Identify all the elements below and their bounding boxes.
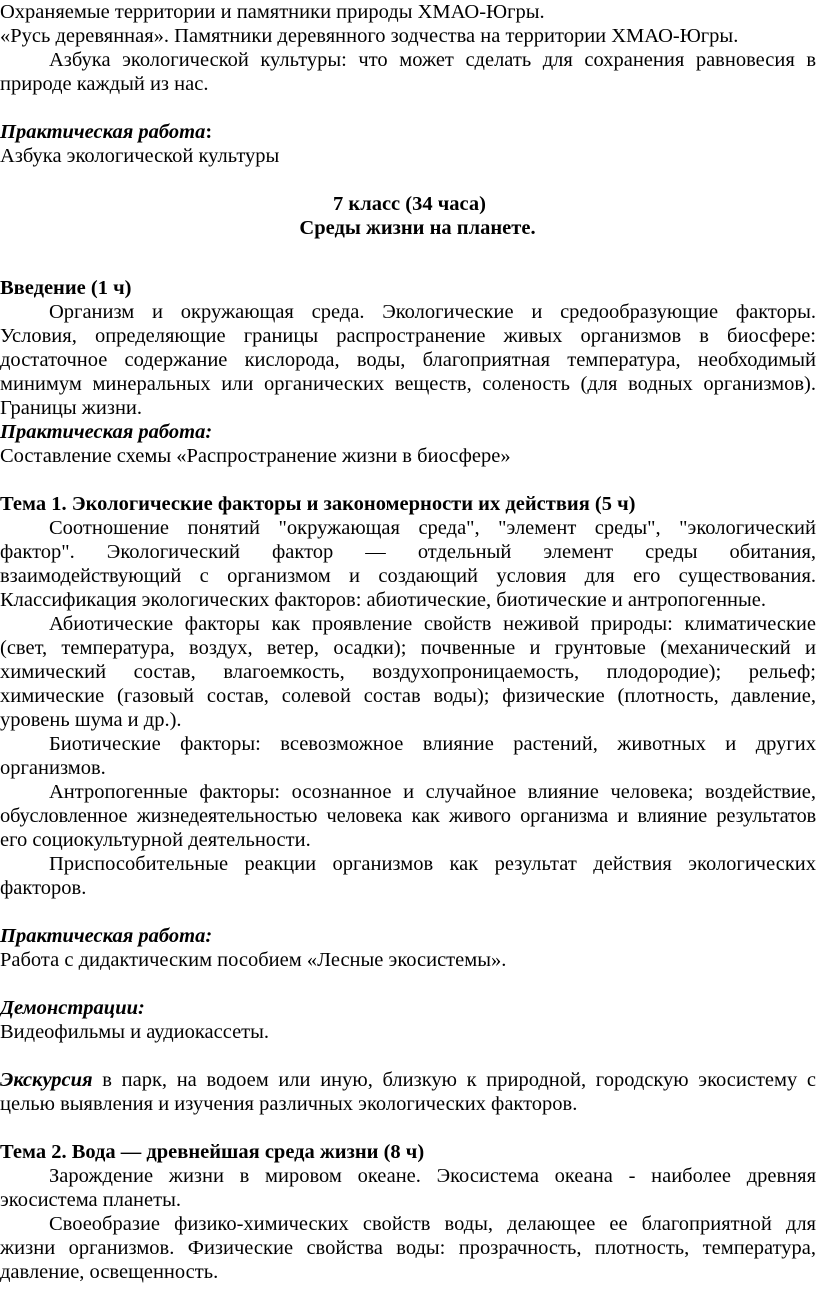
section-heading: Тема 2. Вода — древнейшая среда жизни (8 ч): [0, 1141, 425, 1163]
grade-title: 7 класс (34 часа): [333, 193, 486, 215]
paragraph-line: Абиотические факторы как проявление свойств неживой природы: климатические: [49, 613, 816, 635]
practical-work-label: Практическая работа:: [0, 925, 213, 947]
paragraph-line: минимум минеральных или органических веществ, соленость (для водных организмов).: [0, 373, 816, 395]
demonstrations-label: Демонстрации:: [0, 997, 145, 1019]
paragraph-line: Биотические факторы: всевозможное влияние растений, животных и других: [49, 733, 816, 755]
practical-work-text: Составление схемы «Распространение жизни в биосфере»: [0, 445, 511, 467]
paragraph-line: экосистема планеты.: [0, 1189, 181, 1211]
practical-work-label: Практическая работа: [0, 121, 206, 143]
paragraph-line: Организм и окружающая среда. Экологические и средообразующие факторы.: [49, 301, 816, 323]
paragraph-line: природе каждый из нас.: [0, 73, 209, 95]
paragraph-line: Соотношение понятий "окружающая среда", "элемент среды", "экологический: [49, 517, 816, 539]
practical-work-heading: [0, 121, 816, 145]
practical-work-label: Практическая работа:: [0, 421, 213, 443]
paragraph-line: Приспособительные реакции организмов как результат действия экологических: [49, 853, 816, 875]
practical-work-text: Азбука экологической культуры: [0, 145, 280, 167]
excursion-label: Экскурсия: [0, 1069, 93, 1091]
practical-work-colon: :: [205, 121, 213, 143]
paragraph-line: достаточное содержание кислорода, воды, благоприятная температура, необходимый: [0, 349, 816, 371]
paragraph-line: Условия, определяющие границы распространение живых организмов в биосфере:: [0, 325, 816, 347]
paragraph-line: Антропогенные факторы: осознанное и случайное влияние человека; воздействие,: [49, 781, 816, 803]
section-heading: Тема 1. Экологические факторы и закономерности их действия (5 ч): [0, 493, 636, 515]
paragraph-line: давление, освещенность.: [0, 1261, 219, 1283]
paragraph-line: жизни организмов. Физические свойства воды: прозрачность, плотность, температура,: [0, 1237, 816, 1259]
practical-work-text: Работа с дидактическим пособием «Лесные экосистемы».: [0, 949, 507, 971]
paragraph-line: Классификация экологических факторов: абиотические, биотические и антропогенные.: [0, 589, 767, 611]
text-line: «Русь деревянная». Памятники деревянного зодчества на территории ХМАО-Югры.: [0, 25, 739, 47]
paragraph-line: Границы жизни.: [0, 397, 143, 419]
paragraph-line: Своеобразие физико-химических свойств воды, делающее ее благоприятной для: [49, 1213, 816, 1235]
paragraph-line: химический состав, влагоемкость, воздухопроницаемость, плодородие); рельеф;: [0, 661, 816, 683]
paragraph-line: Зарождение жизни в мировом океане. Экосистема океана - наиболее древняя: [49, 1165, 816, 1187]
paragraph-line: целью выявления и изучения различных экологических факторов.: [0, 1093, 578, 1115]
grade-subtitle: Среды жизни на планете.: [299, 217, 536, 239]
excursion-line: [0, 1069, 816, 1093]
section-heading: Введение (1 ч): [0, 277, 132, 299]
paragraph-line: (свет, температура, воздух, ветер, осадки); почвенные и грунтовые (механический и: [0, 637, 816, 659]
paragraph-line: обусловленное жизнедеятельностью человека как живого организма и влияние результатов: [0, 805, 816, 827]
paragraph-line: химические (газовый состав, солевой состав воды); физические (плотность, давление,: [0, 685, 816, 707]
excursion-text: в парк, на водоем или иную, близкую к природной, городскую экосистему с: [92, 1069, 816, 1091]
paragraph-line: факторов.: [0, 877, 87, 899]
paragraph-line: взаимодействующий с организмом и создающий условия для его существования.: [0, 565, 816, 587]
demonstrations-text: Видеофильмы и аудиокассеты.: [0, 1021, 270, 1043]
paragraph-line: уровень шума и др.).: [0, 709, 182, 731]
paragraph-line: Азбука экологической культуры: что может сделать для сохранения равновесия в: [49, 49, 816, 71]
paragraph-line: его социокультурной деятельности.: [0, 829, 311, 851]
paragraph-line: организмов.: [0, 757, 106, 779]
text-line: Охраняемые территории и памятники природы ХМАО-Югры.: [0, 1, 545, 23]
paragraph-line: фактор". Экологический фактор — отдельный элемент среды обитания,: [0, 541, 816, 563]
